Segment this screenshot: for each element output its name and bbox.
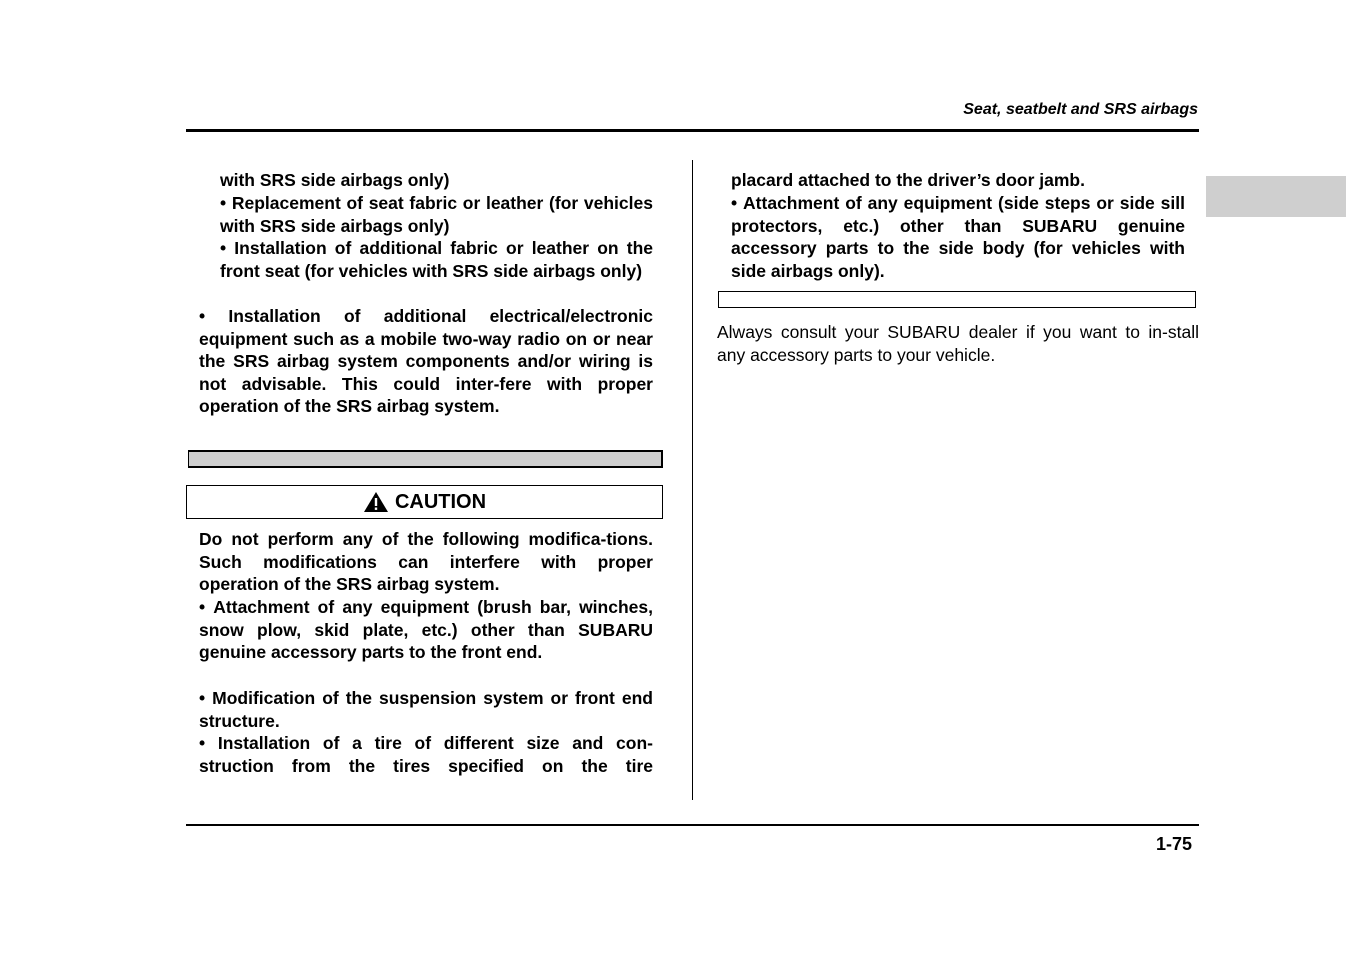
column-divider [692, 160, 693, 800]
warning-end-bar [188, 450, 663, 468]
bullet-electrical-equipment: • Installation of additional electrical/electronic equipment such as a mobile two-way radio on or near the SRS airbag system components and/or wiring is not advisable. This could inter-fere with proper operation of the SRS airbag system. [199, 306, 653, 417]
header-rule [186, 129, 1199, 132]
caution-label: CAUTION [394, 490, 487, 513]
caution-bullet: • Attachment of any equipment (brush bar, winches, snow plow, skid plate, etc.) other than SUBARU genuine accessory parts to the front end. [199, 597, 653, 663]
page-number: 1-75 [1155, 834, 1192, 854]
caution-bullet: • Installation of a tire of different size and con-struction from the tires specified on the tire [199, 733, 653, 776]
caution-bullet: • Modification of the suspension system or front end structure. [199, 688, 653, 731]
caution-header [186, 485, 663, 519]
section-title: Seat, seatbelt and SRS airbags [963, 101, 1198, 118]
bullet-side-equipment: • Attachment of any equipment (side steps or side sill protectors, etc.) other than SUBARU genuine accessory parts to the side body (for vehicles with side airbags only). [731, 193, 1185, 281]
chapter-tab [1206, 176, 1346, 217]
caution-intro: Do not perform any of the following modifica-tions. Such modifications can interfere with proper operation of the SRS airbag system. [199, 529, 653, 595]
continued-text: placard attached to the driver’s door jamb. [731, 170, 1085, 190]
dealer-note: Always consult your SUBARU dealer if you want to in-stall any accessory parts to your vehicle. [717, 322, 1199, 365]
caution-end-box [718, 291, 1196, 308]
sub-item-tail: with SRS side airbags only) [220, 170, 450, 190]
warning-triangle-icon [363, 491, 389, 513]
footer-rule [186, 824, 1199, 826]
sub-item-additional-fabric: • Installation of additional fabric or leather on the front seat (for vehicles with SRS side airbags only) [220, 238, 653, 281]
sub-item-seat-fabric: • Replacement of seat fabric or leather (for vehicles with SRS side airbags only) [220, 193, 653, 236]
